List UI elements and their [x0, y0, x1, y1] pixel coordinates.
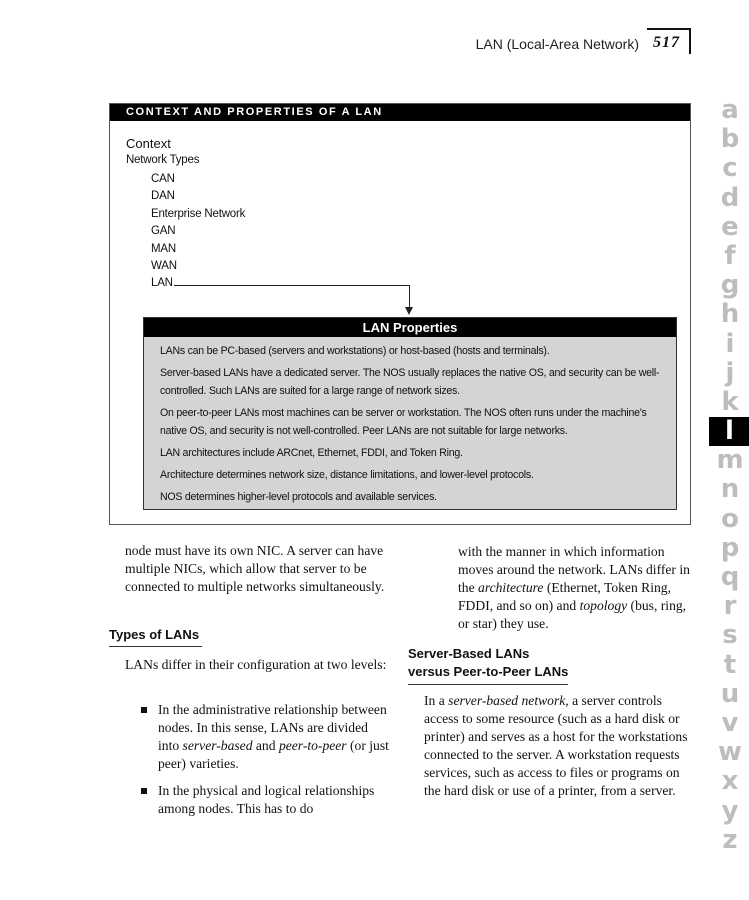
levels-paragraph: LANs differ in their configuration at two levels:	[125, 657, 387, 672]
network-types-list	[151, 171, 245, 293]
index-letter-x[interactable]: x	[721, 766, 739, 797]
paragraph-emphasis: architecture	[478, 580, 544, 595]
types-of-lans-heading: Types of LANs	[109, 627, 202, 647]
bullet-text: In the physical and logical relationships among nodes. This has to do	[158, 783, 375, 816]
network-type-item: DAN	[151, 190, 175, 203]
index-letter-j[interactable]: j	[725, 357, 735, 388]
property-item: LAN architectures include ARCnet, Ethernet, FDDI, and Token Ring.	[160, 447, 463, 459]
bullet-item	[141, 701, 391, 773]
property-item: Architecture determines network size, distance limitations, and lower-level protocols.	[160, 469, 534, 481]
property-item: LANs can be PC-based (servers and workstations) or host-based (hosts and terminals).	[160, 345, 550, 357]
index-letter-s[interactable]: s	[722, 620, 738, 651]
connector-line	[174, 285, 409, 286]
heading-line: versus Peer-to-Peer LANs	[408, 663, 568, 685]
paragraph-text: with the manner in which information moves around the network. LANs differ in the	[458, 544, 690, 595]
server-vs-peer-heading	[408, 645, 574, 685]
property-item: On peer-to-peer LANs most machines can be server or workstation. The NOS often runs under the machine's native OS, and security is not well-controlled. Peer LANs are not suitable for large networks.	[160, 407, 647, 437]
right-intro-paragraph	[458, 543, 698, 633]
index-letter-v[interactable]: v	[721, 707, 739, 738]
network-type-item: Enterprise Network	[151, 207, 246, 220]
alphabet-index	[710, 96, 749, 855]
lan-properties-box	[143, 317, 677, 510]
index-letter-g[interactable]: g	[720, 270, 740, 301]
bullet-text: (or just peer) varieties.	[158, 738, 389, 771]
paragraph-text: (Ethernet, Token Ring, FDDI, and so on) and	[458, 580, 671, 613]
index-letter-q[interactable]: q	[720, 562, 740, 592]
index-letter-i[interactable]: i	[725, 328, 735, 359]
paragraph-text: In a	[424, 693, 449, 708]
network-type-item: GAN	[151, 225, 176, 238]
figure-title: CONTEXT AND PROPERTIES OF A LAN	[110, 104, 690, 121]
paragraph-emphasis: server-based network,	[448, 693, 569, 708]
bullet-emphasis: peer-to-peer	[278, 738, 347, 753]
network-type-item: LAN	[151, 277, 173, 290]
running-header-title: LAN (Local-Area Network)	[475, 36, 639, 52]
lan-properties-title: LAN Properties	[144, 318, 676, 337]
index-letter-r[interactable]: r	[723, 591, 737, 622]
context-label: Context	[126, 136, 171, 151]
property-item: Server-based LANs have a dedicated server. The NOS usually replaces the native OS, and security can be well-controlled. Such LANs are suited for a large range of network sizes.	[160, 367, 660, 397]
bullet-text: In the administrative relationship between nodes. In this sense, LANs are divided into	[158, 702, 387, 753]
index-letter-l-active[interactable]: l	[709, 417, 749, 446]
heading-line: Server-Based LANs	[408, 646, 530, 661]
network-type-item: WAN	[151, 259, 177, 272]
index-letter-u[interactable]: u	[720, 678, 740, 709]
index-letter-e[interactable]: e	[721, 211, 739, 242]
index-letter-p[interactable]: p	[720, 532, 740, 563]
paragraph-text: a server controls access to some resource (such as a hard disk or printer) and serves as a host for the workstations connected to the server. A workstation requests services, such as access to files or programs on the hard disk or use of a printer, from a server.	[424, 693, 688, 798]
bullet-text: and	[252, 738, 279, 753]
index-letter-b[interactable]: b	[720, 124, 740, 155]
index-letter-k[interactable]: k	[721, 386, 739, 417]
square-bullet-icon	[141, 707, 147, 713]
arrow-down-icon	[405, 307, 413, 315]
square-bullet-icon	[141, 788, 147, 794]
index-letter-h[interactable]: h	[720, 299, 740, 330]
index-letter-z[interactable]: z	[722, 824, 738, 855]
index-letter-a[interactable]: a	[721, 95, 739, 125]
index-letter-w[interactable]: w	[717, 737, 743, 768]
paragraph-text: (bus, ring, or star) they use.	[458, 598, 687, 631]
index-letter-t[interactable]: t	[723, 649, 737, 680]
index-letter-d[interactable]: d	[720, 182, 740, 213]
index-letter-y[interactable]: y	[721, 795, 739, 826]
index-letter-m[interactable]: m	[716, 445, 744, 476]
index-letter-f[interactable]: f	[724, 240, 736, 271]
property-item: NOS determines higher-level protocols and available services.	[160, 491, 437, 503]
index-letter-n[interactable]: n	[720, 474, 740, 505]
left-intro-paragraph: node must have its own NIC. A server can have multiple NICs, which allow that server to be connected to multiple networks simultaneously.	[125, 543, 385, 594]
index-letter-o[interactable]: o	[721, 503, 739, 534]
network-type-item: MAN	[151, 242, 176, 255]
network-types-label: Network Types	[126, 154, 200, 166]
page-number: 517	[653, 34, 680, 51]
paragraph-emphasis: topology	[579, 598, 628, 613]
server-based-paragraph	[424, 692, 694, 800]
connector-line-vertical	[409, 285, 410, 307]
header-rule	[647, 28, 691, 30]
header-rule-vertical	[689, 28, 691, 54]
bullet-emphasis: server-based	[182, 738, 253, 753]
bullet-item	[141, 782, 391, 818]
lan-figure	[109, 103, 691, 525]
levels-bullet-list	[141, 701, 391, 827]
network-type-item: CAN	[151, 173, 175, 185]
index-letter-c[interactable]: c	[722, 153, 738, 184]
